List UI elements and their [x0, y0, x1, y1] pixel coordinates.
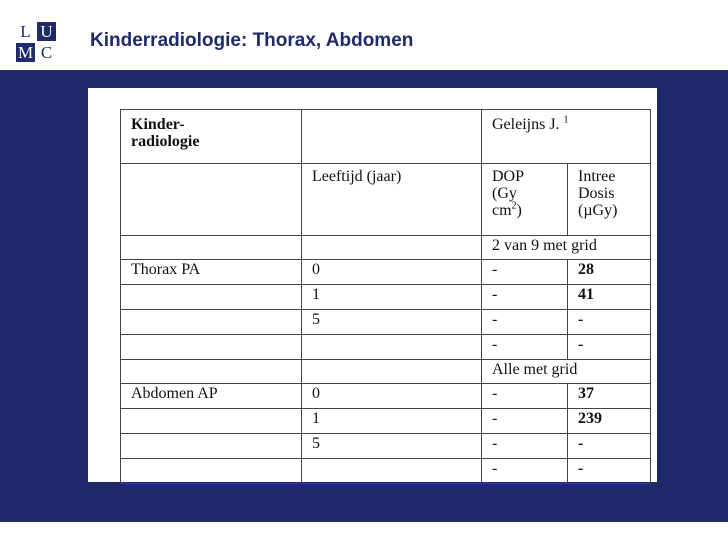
abdomen-note-row [121, 360, 651, 384]
subheader-dose-line3: (µGy) [578, 202, 618, 219]
table-cell [121, 409, 302, 434]
table-cell [121, 360, 302, 384]
age-cell: 1 [302, 285, 482, 310]
table-row [121, 260, 651, 285]
dose-cell: 239 [568, 409, 651, 434]
lumc-logo [16, 22, 60, 66]
dop-cell: - [482, 384, 568, 409]
table-header-row [121, 110, 651, 164]
dop-cell: - [482, 335, 568, 360]
table-cell [302, 236, 482, 260]
table-row [121, 434, 651, 459]
table-row [121, 459, 651, 484]
age-cell: 5 [302, 434, 482, 459]
age-cell: 1 [302, 409, 482, 434]
subheader-dose-line1: Intree [578, 168, 616, 185]
table-subheader-row [121, 164, 651, 236]
dose-cell: - [568, 459, 651, 484]
table-sheet [88, 88, 657, 482]
subheader-dose-line2: Dosis [578, 185, 615, 202]
header-category-cell [121, 110, 302, 164]
dop-cell: - [482, 434, 568, 459]
age-cell: 0 [302, 260, 482, 285]
dose-cell: 37 [568, 384, 651, 409]
table-row [121, 384, 651, 409]
dop-cell: - [482, 409, 568, 434]
dose-cell: 41 [568, 285, 651, 310]
table-cell [121, 285, 302, 310]
dose-table [120, 109, 651, 484]
slide-title: Kinderradiologie: Thorax, Abdomen [90, 30, 414, 51]
dop-cell: - [482, 310, 568, 335]
table-cell [302, 360, 482, 384]
table-cell [121, 335, 302, 360]
abdomen-label: Abdomen AP [121, 384, 302, 409]
subheader-dop-close: ) [516, 202, 522, 219]
table-cell [121, 236, 302, 260]
subheader-age-label: Leeftijd (jaar) [312, 168, 402, 185]
thorax-note-row [121, 236, 651, 260]
subheader-dose-cell [568, 164, 651, 236]
logo-letter-l: L [16, 22, 35, 41]
dop-cell: - [482, 459, 568, 484]
thorax-note: 2 van 9 met grid [482, 236, 651, 260]
header-source-cell [482, 110, 651, 164]
header-empty-cell [302, 110, 482, 164]
subheader-dop-line1: DOP [492, 168, 525, 185]
table-row [121, 335, 651, 360]
header-source-footnote: 1 [563, 114, 569, 126]
table-row [121, 409, 651, 434]
table-cell [121, 310, 302, 335]
age-cell [302, 459, 482, 484]
subheader-dop-cell [482, 164, 568, 236]
subheader-dop-line3: cm [492, 202, 512, 219]
age-cell [302, 335, 482, 360]
header-category-line1: Kinder- [131, 116, 185, 133]
dose-cell: 28 [568, 260, 651, 285]
table-row [121, 285, 651, 310]
dose-cell: - [568, 434, 651, 459]
subheader-dop-sup: 2 [511, 200, 517, 212]
subheader-age-cell [302, 164, 482, 236]
dose-cell: - [568, 335, 651, 360]
dose-cell: - [568, 310, 651, 335]
abdomen-note: Alle met grid [482, 360, 651, 384]
logo-letter-u: U [37, 22, 56, 41]
dop-cell: - [482, 285, 568, 310]
table-cell [121, 459, 302, 484]
dop-cell: - [482, 260, 568, 285]
thorax-label: Thorax PA [121, 260, 302, 285]
header-source-label: Geleijns J. [492, 116, 560, 133]
table-row [121, 310, 651, 335]
age-cell: 0 [302, 384, 482, 409]
subheader-empty-cell [121, 164, 302, 236]
subheader-dop-line2: (Gy [492, 185, 517, 202]
logo-letter-m: M [17, 43, 34, 62]
logo-letter-c: C [37, 43, 56, 62]
table-cell [121, 434, 302, 459]
header-category-line2: radiologie [131, 133, 200, 150]
age-cell: 5 [302, 310, 482, 335]
